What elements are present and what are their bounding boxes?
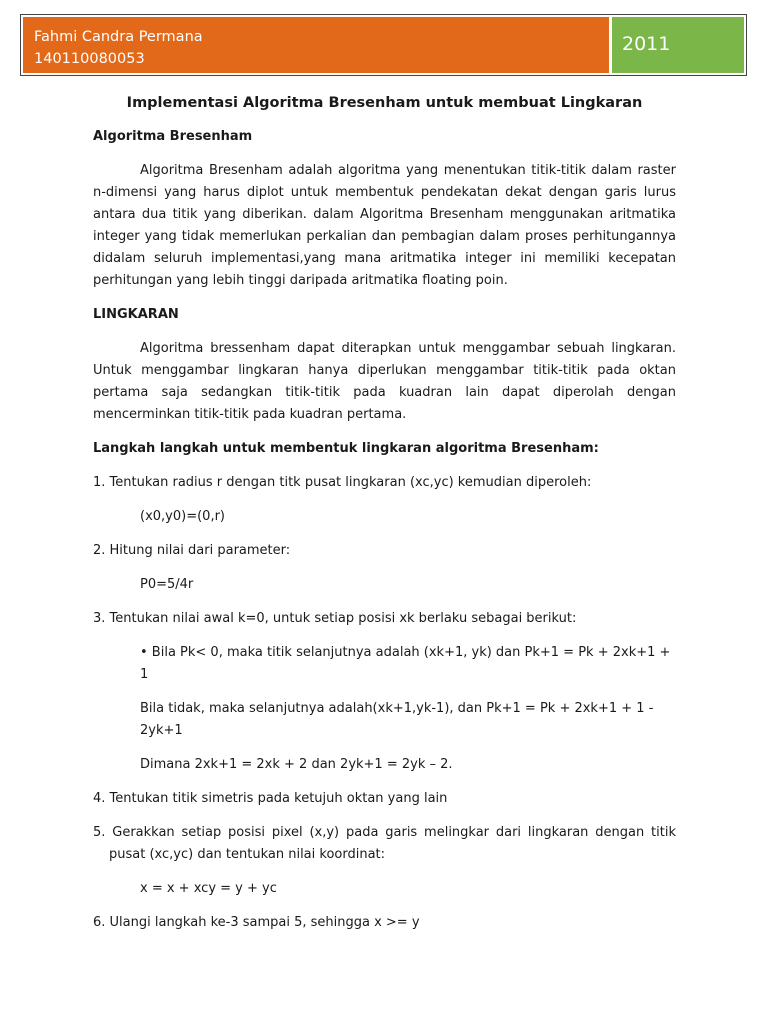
document-title: Implementasi Algoritma Bresenham untuk membuat Lingkaran xyxy=(126,95,643,111)
step-1: 1. Tentukan radius r dengan titk pusat lingkaran (xc,yc) kemudian diperoleh: xyxy=(93,475,592,490)
author-name: Fahmi Candra Permana xyxy=(34,29,203,45)
author-block xyxy=(23,17,609,73)
section-heading-bresenham: Algoritma Bresenham xyxy=(93,129,253,144)
step-3-rule-3: Dimana 2xk+1 = 2xk + 2 dan 2yk+1 = 2yk – 2. xyxy=(140,757,453,772)
step-2-formula: P0=5/4r xyxy=(140,577,194,592)
document-header xyxy=(20,14,747,76)
paragraph-lingkaran: Algoritma bressenham dapat diterapkan untuk menggambar sebuah lingkaran. Untuk menggambar lingkaran hanya diperlukan menggambar titik-titik pada oktan pertama saja sedangkan titik-titik pada kuadran lain dapat diperolah dengan mencerminkan titik-titik pada kuadran pertama. xyxy=(93,341,676,422)
step-3-rule-2: Bila tidak, maka selanjutnya adalah(xk+1,yk-1), dan Pk+1 = Pk + 2xk+1 + 1 - 2yk+1 xyxy=(140,701,654,738)
step-2: 2. Hitung nilai dari parameter: xyxy=(93,543,291,558)
step-1-formula: (x0,y0)=(0,r) xyxy=(140,509,225,524)
student-id: 140110080053 xyxy=(34,51,145,67)
step-6: 6. Ulangi langkah ke-3 sampai 5, sehingga x >= y xyxy=(93,915,420,930)
paragraph-bresenham: Algoritma Bresenham adalah algoritma yang menentukan titik-titik dalam raster n-dimensi yang harus diplot untuk membentuk pendekatan dekat dengan garis lurus antara dua titik yang diberikan. dalam Algoritma Bresenham menggunakan aritmatika integer yang tidak memerlukan perkalian dan pembagian dalam proses perhitungannya didalam seluruh implementasi,yang mana aritmatika integer ini memiliki kecepatan perhitungan yang lebih tinggi daripada aritmatika floating poin. xyxy=(93,163,676,288)
step-5-formula: x = x + xcy = y + yc xyxy=(140,881,277,896)
step-3: 3. Tentukan nilai awal k=0, untuk setiap posisi xk berlaku sebagai berikut: xyxy=(93,611,577,626)
steps-heading: Langkah langkah untuk membentuk lingkaran algoritma Bresenham: xyxy=(93,441,599,456)
step-4: 4. Tentukan titik simetris pada ketujuh oktan yang lain xyxy=(93,791,448,806)
section-heading-lingkaran: LINGKARAN xyxy=(93,307,179,322)
year-block xyxy=(612,17,744,73)
year-label: 2011 xyxy=(622,33,671,55)
step-5: 5. Gerakkan setiap posisi pixel (x,y) pada garis melingkar dari lingkaran dengan titik pusat (xc,yc) dan tentukan nilai koordinat: xyxy=(93,825,676,862)
step-3-rule-1: • Bila Pk< 0, maka titik selanjutnya adalah (xk+1, yk) dan Pk+1 = Pk + 2xk+1 + 1 xyxy=(140,645,671,682)
document-body xyxy=(93,92,676,946)
